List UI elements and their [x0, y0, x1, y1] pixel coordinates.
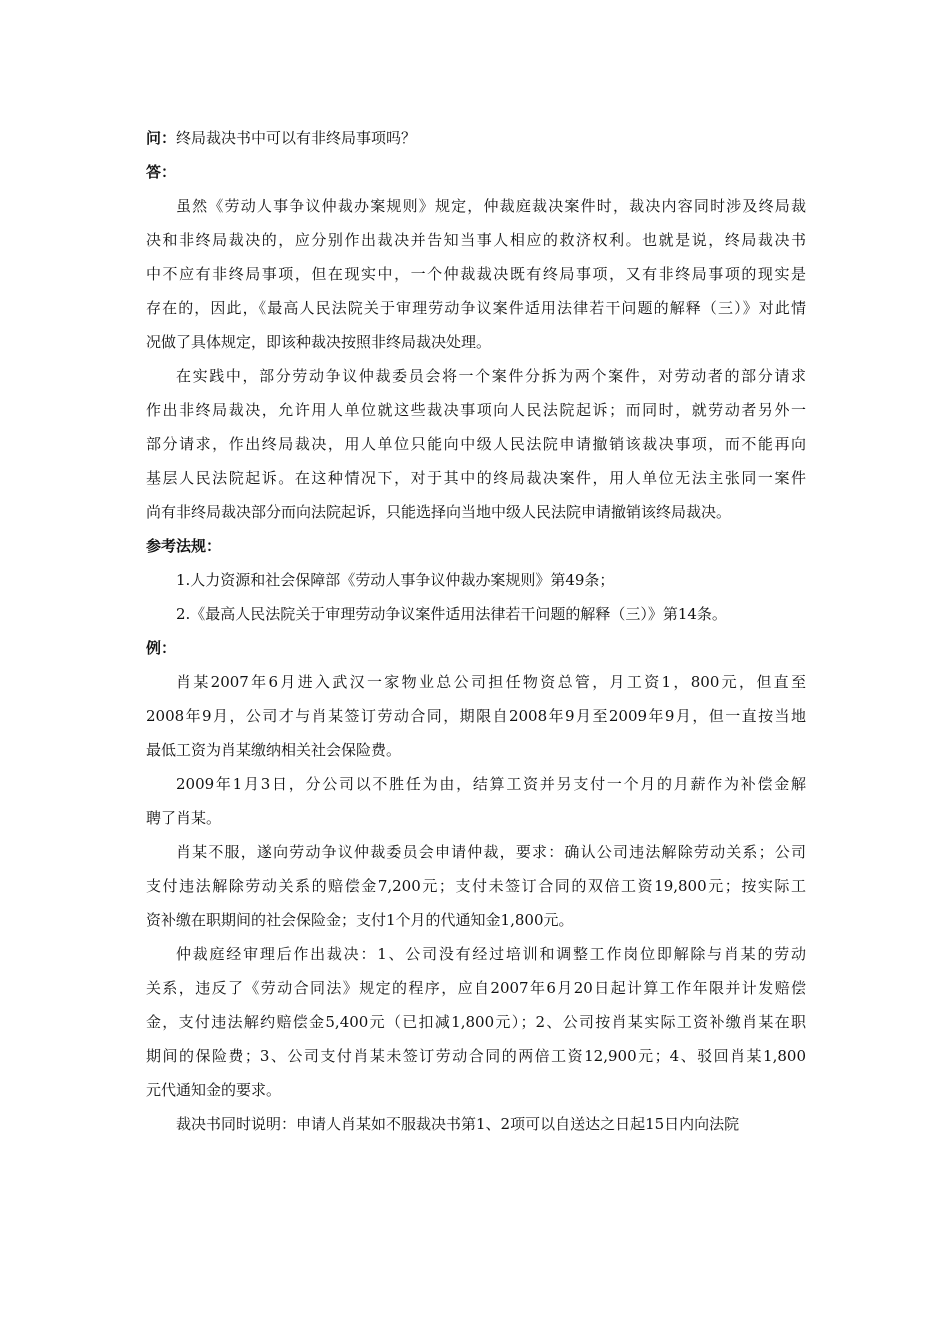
text-line: 部分请求，作出终局裁决，用人单位只能向中级人民法院申请撤销该裁决事项，而不能再向 [146, 435, 806, 453]
example-label: 例： [146, 639, 177, 657]
text-line: 肖某2007年6月进入武汉一家物业总公司担任物资总管，月工资1，800元，但直至 [176, 673, 806, 691]
text-line: 期间的保险费；3、公司支付肖某未签订劳动合同的两倍工资12,900元；4、驳回肖某1,800 [146, 1047, 806, 1065]
question-line [146, 121, 806, 155]
answer-heading [146, 155, 806, 189]
text-line: 肖某不服，遂向劳动争议仲裁委员会申请仲裁，要求：确认公司违法解除劳动关系；公司 [176, 843, 806, 861]
answer-paragraph [146, 359, 806, 529]
answer-label: 答： [146, 163, 177, 181]
text-line: 2009年1月3日，分公司以不胜任为由，结算工资并另支付一个月的月薪作为补偿金解 [176, 775, 806, 793]
references-heading [146, 529, 806, 563]
reference-item: 1.人力资源和社会保障部《劳动人事争议仲裁办案规则》第49条； [176, 571, 615, 589]
example-paragraph [146, 767, 806, 835]
document-body [146, 121, 806, 1141]
references-label: 参考法规： [146, 537, 222, 555]
text-line: 仲裁庭经审理后作出裁决：1、公司没有经过培训和调整工作岗位即解除与肖某的劳动 [176, 945, 806, 963]
text-line: 最低工资为肖某缴纳相关社会保险费。 [146, 741, 402, 759]
example-paragraph [146, 1107, 806, 1141]
text-line: 尚有非终局裁决部分而向法院起诉，只能选择向当地中级人民法院申请撤销该终局裁决。 [146, 503, 732, 521]
text-line: 决和非终局裁决的，应分别作出裁决并告知当事人相应的救济权利。也就是说，终局裁决书 [146, 231, 806, 249]
text-line: 支付违法解除劳动关系的赔偿金7,200元；支付未签订合同的双倍工资19,800元；按实际工 [146, 877, 806, 895]
text-line: 裁决书同时说明：申请人肖某如不服裁决书第1、2项可以自送达之日起15日内向法院 [176, 1115, 740, 1133]
text-line: 关系，违反了《劳动合同法》规定的程序，应自2007年6月20日起计算工作年限并计发赔偿 [146, 979, 806, 997]
example-paragraph [146, 937, 806, 1107]
text-line: 2008年9月，公司才与肖某签订劳动合同，期限自2008年9月至2009年9月，但一直按当地 [146, 707, 806, 725]
answer-paragraph [146, 189, 806, 359]
example-paragraph [146, 665, 806, 767]
answer-section [146, 189, 806, 529]
example-heading [146, 631, 806, 665]
text-line: 中不应有非终局事项，但在现实中，一个仲裁裁决既有终局事项，又有非终局事项的现实是 [146, 265, 806, 283]
text-line: 聘了肖某。 [146, 809, 222, 827]
text-line: 虽然《劳动人事争议仲裁办案规则》规定，仲裁庭裁决案件时，裁决内容同时涉及终局裁 [176, 197, 806, 215]
example-paragraph [146, 835, 806, 937]
text-line: 金，支付违法解约赔偿金5,400元（已扣减1,800元）；2、公司按肖某实际工资补缴肖某在职 [146, 1013, 806, 1031]
question-label: 问： [146, 129, 177, 147]
example-section [146, 665, 806, 1141]
text-line: 资补缴在职期间的社会保险金；支付1个月的代通知金1,800元。 [146, 911, 574, 929]
question-text: 终局裁决书中可以有非终局事项吗？ [176, 129, 417, 147]
text-line: 基层人民法院起诉。在这种情况下，对于其中的终局裁决案件，用人单位无法主张同一案件 [146, 469, 806, 487]
text-line: 元代通知金的要求。 [146, 1081, 282, 1099]
text-line: 况做了具体规定，即该种裁决按照非终局裁决处理。 [146, 333, 492, 351]
text-line: 作出非终局裁决，允许用人单位就这些裁决事项向人民法院起诉；而同时，就劳动者另外一 [146, 401, 806, 419]
reference-item: 2.《最高人民法院关于审理劳动争议案件适用法律若干问题的解释（三）》第14条。 [176, 605, 727, 623]
text-line: 在实践中，部分劳动争议仲裁委员会将一个案件分拆为两个案件，对劳动者的部分请求 [176, 367, 806, 385]
references-list [146, 563, 806, 631]
text-line: 存在的，因此，《最高人民法院关于审理劳动争议案件适用法律若干问题的解释（三）》对此情 [146, 299, 806, 317]
